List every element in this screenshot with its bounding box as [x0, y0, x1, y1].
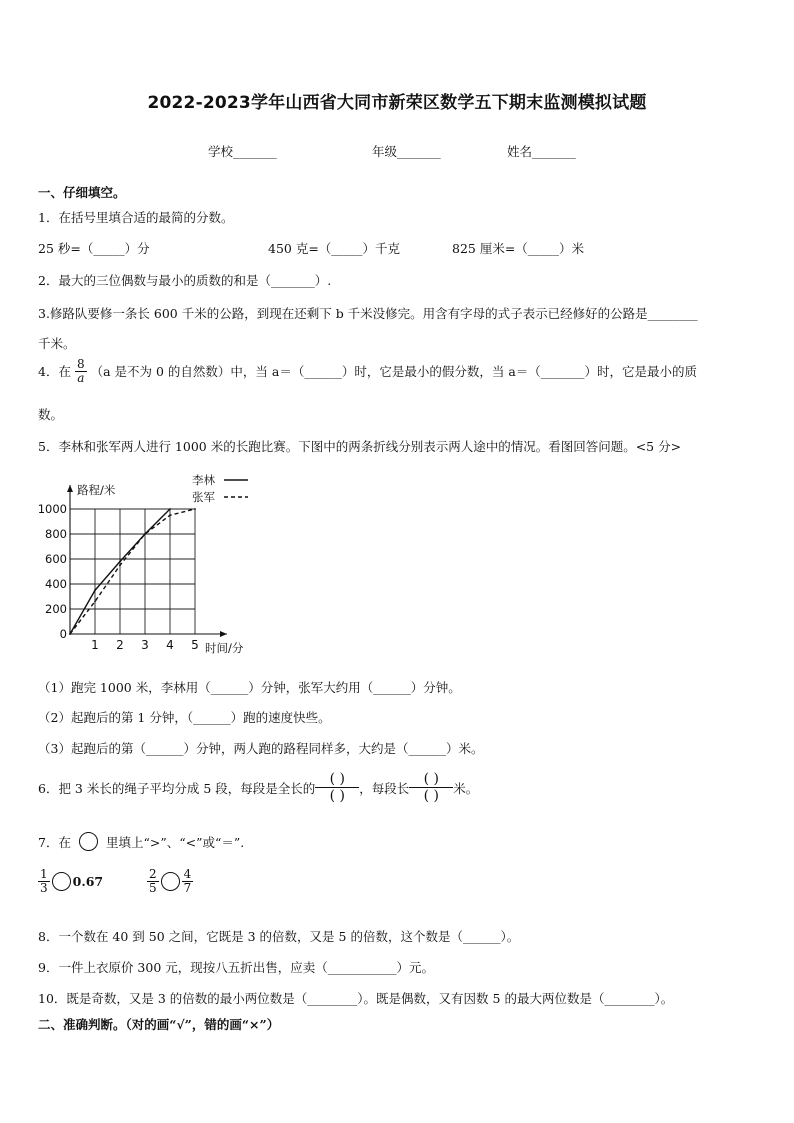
y-tick-label: 400 [45, 577, 67, 591]
y-tick-label: 600 [45, 552, 67, 566]
question-7-prefix: 7．在 [38, 834, 71, 850]
question-6-suffix: 米。 [453, 780, 479, 796]
race-line-chart [30, 462, 262, 662]
compare-circle[interactable] [161, 872, 180, 891]
answer-fraction-2[interactable] [409, 771, 453, 804]
question-1b: 450 克=（_____）千克 [268, 241, 401, 256]
question-1: 1．在括号里填合适的最简的分数。 [38, 210, 234, 225]
compare-value: 0.67 [72, 873, 104, 889]
circle-icon [79, 832, 98, 851]
x-tick-label: 4 [166, 638, 174, 652]
series-point-1 [169, 508, 171, 510]
fraction-2-5 [147, 868, 159, 894]
answer-denominator[interactable]: ( ) [423, 788, 439, 804]
question-5: 5．李林和张军两人进行 1000 米的长跑比赛。下图中的两条折线分别表示两人途中的情况。看图回答问题。<5 分> [38, 439, 682, 454]
fraction-1-3 [38, 868, 50, 894]
question-4-prefix: 4．在 [38, 364, 71, 380]
x-axis-arrow-icon [220, 631, 227, 637]
compare-item-2 [147, 868, 193, 894]
question-1a: 25 秒=（_____）分 [38, 241, 150, 256]
y-axis-label: 路程/米 [77, 483, 116, 497]
question-9: 9．一件上衣原价 300 元，现按八五折出售，应卖（___________）元。 [38, 960, 435, 975]
question-7-suffix: 里填上“>”、“<”或“＝”. [105, 834, 245, 850]
question-3-line1: 3.修路队要修一条长 600 千米的公路，到现在还剩下 b 千米没修完。用含有字母的式子表示已经修好的公路是________ [38, 306, 698, 321]
y-tick-label: 800 [45, 527, 67, 541]
section-heading-2: 二、准确判断。（对的画“√”，错的画“×”） [38, 1017, 280, 1032]
question-4-text: （a 是不为 0 的自然数）中，当 a＝（______）时，它是最小的假分数，当 a＝（_______）时，它是最小的质 [90, 364, 698, 380]
grade-field[interactable]: 年级_______ [372, 144, 441, 159]
question-6-prefix: 6．把 3 米长的绳子平均分成 5 段，每段是全长的 [38, 780, 316, 796]
answer-numerator[interactable]: ( ) [423, 771, 439, 787]
x-tick-label: 5 [191, 638, 199, 652]
series-line-2 [70, 509, 195, 634]
series-point-2 [144, 533, 146, 535]
compare-item-1 [38, 868, 103, 894]
page-title: 2022-2023学年山西省大同市新荣区数学五下期末监测模拟试题 [147, 93, 647, 113]
series-point-2 [169, 514, 171, 516]
school-field[interactable]: 学校_______ [208, 144, 277, 159]
question-6-mid: ，每段长 [359, 780, 410, 796]
question-7 [38, 832, 244, 851]
y-tick-label: 200 [45, 602, 67, 616]
section-heading-1: 一、仔细填空。 [38, 185, 126, 200]
question-5-2: （2）起跑后的第 1 分钟，（______）跑的速度快些。 [38, 710, 331, 725]
fraction-4-7 [182, 868, 194, 894]
fraction-numerator: 4 [183, 867, 192, 881]
y-tick-label: 0 [59, 627, 67, 641]
fraction-numerator: 2 [149, 867, 157, 881]
fraction-denominator: a [77, 370, 85, 385]
y-tick-label: 1000 [37, 502, 67, 516]
x-tick-label: 1 [91, 638, 99, 652]
question-6 [38, 771, 478, 804]
series-point-1 [119, 561, 121, 563]
question-5-1: （1）跑完 1000 米，李林用（______）分钟，张军大约用（______）分钟。 [38, 680, 461, 695]
fraction-denominator: 7 [183, 880, 192, 895]
fraction-numerator: 1 [40, 867, 48, 881]
question-3-line2: 千米。 [38, 336, 76, 351]
legend-label-1: 李林 [192, 473, 215, 487]
fraction-denominator: 5 [149, 880, 157, 895]
x-axis-label: 时间/分 [205, 641, 244, 655]
x-tick-label: 3 [141, 638, 149, 652]
series-point-2 [69, 633, 71, 635]
question-2: 2．最大的三位偶数与最小的质数的和是（_______）. [38, 273, 332, 288]
question-8: 8．一个数在 40 到 50 之间，它既是 3 的倍数，又是 5 的倍数，这个数是（______）。 [38, 929, 520, 944]
name-field[interactable]: 姓名_______ [507, 144, 576, 159]
fraction-denominator: 3 [40, 880, 48, 895]
question-10: 10．既是奇数，又是 3 的倍数的最小两位数是（________）。既是偶数，又有因数 5 的最大两位数是（________）。 [38, 991, 674, 1006]
y-axis-arrow-icon [67, 485, 73, 492]
series-point-2 [119, 564, 121, 566]
answer-numerator[interactable]: ( ) [329, 771, 345, 787]
compare-circle[interactable] [52, 872, 71, 891]
question-5-3: （3）起跑后的第（______）分钟，两人跑的路程同样多，大约是（______）米。 [38, 741, 484, 756]
question-1c: 825 厘米=（_____）米 [452, 241, 585, 256]
fraction-numerator: 8 [76, 357, 85, 371]
answer-fraction-1[interactable] [315, 771, 359, 804]
series-point-2 [194, 508, 196, 510]
x-tick-label: 2 [116, 638, 124, 652]
legend-label-2: 张军 [192, 490, 215, 504]
question-4-line2: 数。 [38, 407, 64, 422]
fraction-8-over-a [75, 358, 87, 384]
series-point-1 [94, 589, 96, 591]
question-4-line1 [38, 358, 697, 384]
answer-denominator[interactable]: ( ) [329, 788, 345, 804]
series-point-2 [94, 601, 96, 603]
